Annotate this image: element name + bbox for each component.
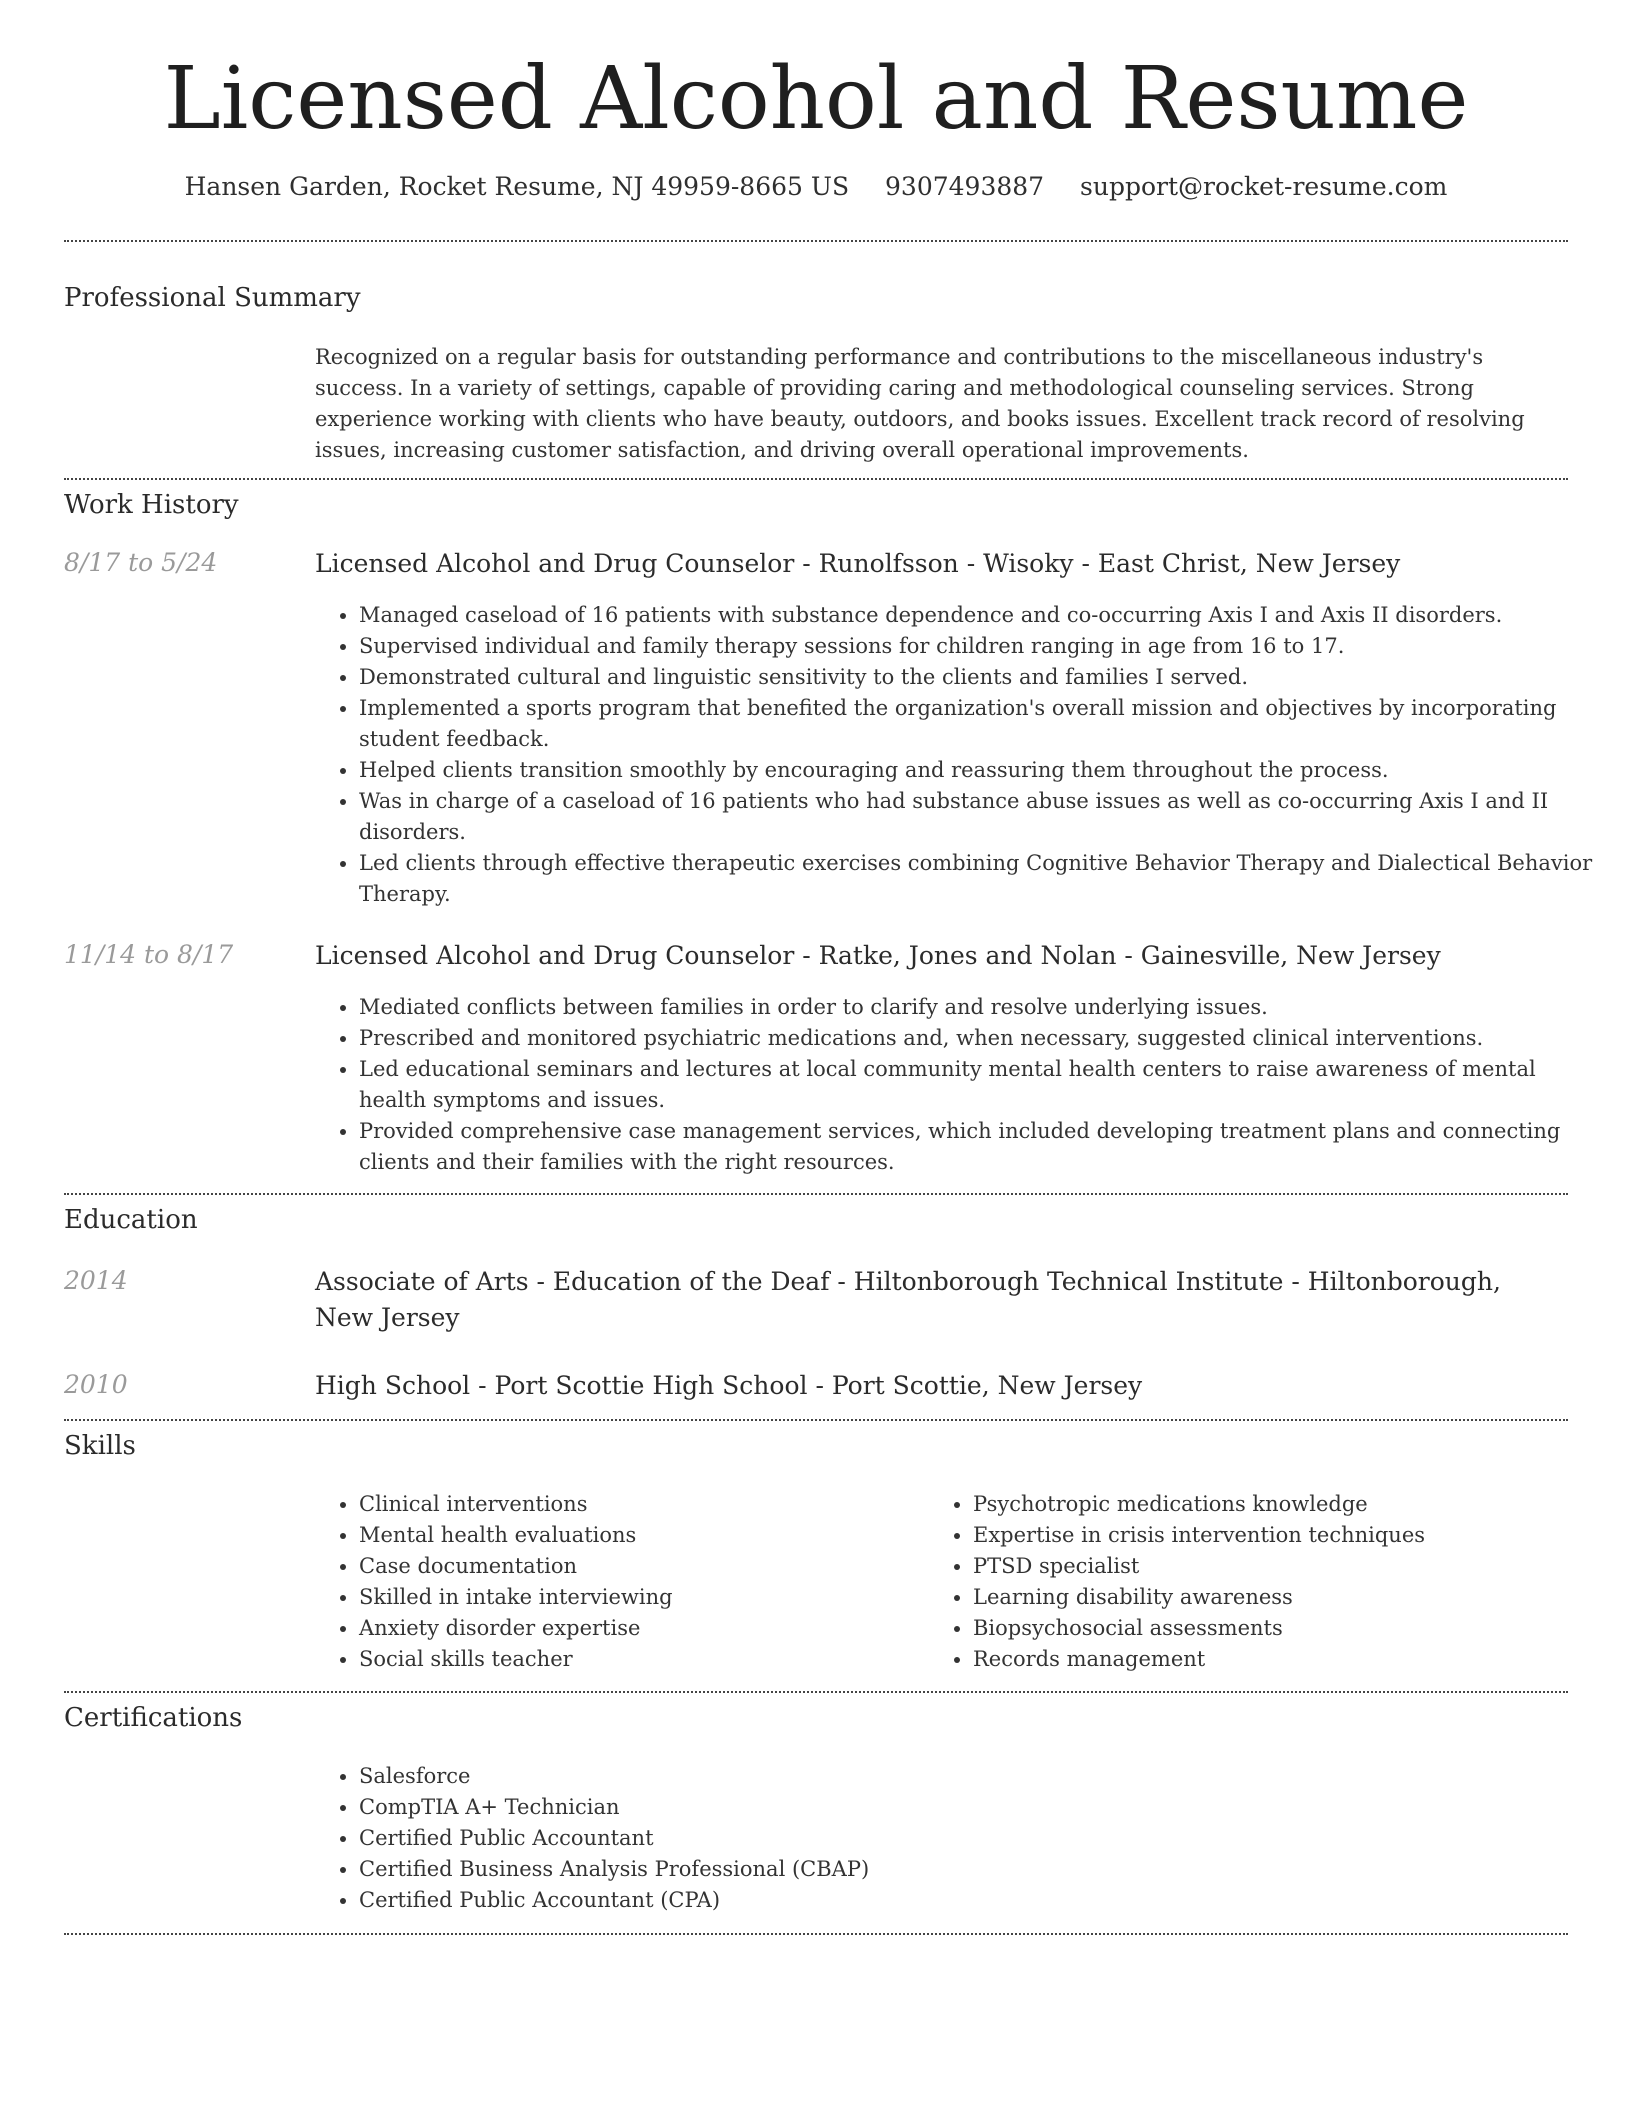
list-item: • Mediated conflicts between families in order to clarify and resolve underlying issues. [359, 992, 1609, 1023]
job-title: Licensed Alcohol and Drug Counselor - Runolfsson - Wisoky - East Christ, New Jersey [315, 549, 1401, 578]
education-heading: Education [64, 1205, 198, 1235]
summary-text: Recognized on a regular basis for outstanding performance and contributions to the miscellaneous industry's success. In a variety of settings, capable of providing caring and methodological counseling services. Strong experience working with clients who have beauty, outdoors, and books issues. Excellent track record of resolving issues, increasing customer satisfaction, and driving overall operational improvements. [315, 345, 1525, 462]
summary-heading: Professional Summary [64, 283, 361, 313]
job-title: Licensed Alcohol and Drug Counselor - Ratke, Jones and Nolan - Gainesville, New Jersey [315, 941, 1441, 970]
divider [64, 1193, 1568, 1195]
certifications-list [315, 1761, 1609, 1916]
list-item: • Biopsychosocial assessments [973, 1613, 1603, 1644]
resume-name: Licensed Alcohol and Resume [163, 49, 1469, 149]
list-item: • Certified Business Analysis Professional (CBAP) [359, 1854, 1609, 1885]
list-item: • Skilled in intake interviewing [359, 1582, 929, 1613]
list-item: • CompTIA A+ Technician [359, 1792, 1609, 1823]
list-item: • Psychotropic medications knowledge [973, 1489, 1603, 1520]
list-item: • Supervised individual and family therapy sessions for children ranging in age from 16 to 17. [359, 631, 1609, 662]
certifications-heading: Certifications [64, 1703, 243, 1733]
education-year: 2014 [64, 1266, 128, 1295]
work-history-heading: Work History [64, 490, 239, 520]
skills-heading: Skills [64, 1431, 136, 1461]
education-entry: Associate of Arts - Education of the Deaf - Hiltonborough Technical Institute - Hiltonborough, New Jersey [315, 1267, 1501, 1332]
list-item: • Demonstrated cultural and linguistic sensitivity to the clients and families I served. [359, 662, 1609, 693]
list-item: • Certified Public Accountant (CPA) [359, 1885, 1609, 1916]
list-item: • Helped clients transition smoothly by encouraging and reassuring them throughout the process. [359, 755, 1609, 786]
list-item: • Salesforce [359, 1761, 1609, 1792]
divider [64, 1419, 1568, 1421]
list-item: • Case documentation [359, 1551, 929, 1582]
list-item: • Prescribed and monitored psychiatric medications and, when necessary, suggested clinical interventions. [359, 1023, 1609, 1054]
education-entry: High School - Port Scottie High School - Port Scottie, New Jersey [315, 1371, 1143, 1400]
list-item: • Learning disability awareness [973, 1582, 1603, 1613]
list-item: • Social skills teacher [359, 1644, 929, 1675]
list-item: • Managed caseload of 16 patients with substance dependence and co-occurring Axis I and Axis II disorders. [359, 600, 1609, 631]
list-item: • Implemented a sports program that benefited the organization's overall mission and objectives by incorporating student feedback. [359, 693, 1609, 755]
job-duties-list [315, 600, 1609, 910]
divider [64, 1933, 1568, 1935]
list-item: • Certified Public Accountant [359, 1823, 1609, 1854]
list-item: • Was in charge of a caseload of 16 patients who had substance abuse issues as well as co-occurring Axis I and II disorders. [359, 786, 1609, 848]
list-item: • Mental health evaluations [359, 1520, 929, 1551]
job-dates: 11/14 to 8/17 [64, 940, 234, 969]
divider [64, 1691, 1568, 1693]
list-item: • PTSD specialist [973, 1551, 1603, 1582]
education-year: 2010 [64, 1370, 128, 1399]
contact-line [0, 172, 1632, 201]
skills-list-right [929, 1489, 1603, 1675]
list-item: • Led clients through effective therapeutic exercises combining Cognitive Behavior Therapy and Dialectical Behavior Therapy. [359, 848, 1609, 910]
list-item: • Records management [973, 1644, 1603, 1675]
contact-address: Hansen Garden, Rocket Resume, NJ 49959-8665 US [184, 172, 850, 201]
list-item: • Provided comprehensive case management services, which included developing treatment plans and connecting clients and their families with the right resources. [359, 1116, 1609, 1178]
divider [64, 240, 1568, 242]
skills-list-left [315, 1489, 929, 1675]
job-duties-list [315, 992, 1609, 1178]
list-item: • Expertise in crisis intervention techniques [973, 1520, 1603, 1551]
contact-email: support@rocket-resume.com [1080, 172, 1448, 201]
list-item: • Clinical interventions [359, 1489, 929, 1520]
list-item: • Anxiety disorder expertise [359, 1613, 929, 1644]
contact-phone: 9307493887 [885, 172, 1045, 201]
job-dates: 8/17 to 5/24 [64, 548, 218, 577]
divider [64, 478, 1568, 480]
list-item: • Led educational seminars and lectures at local community mental health centers to raise awareness of mental health symptoms and issues. [359, 1054, 1609, 1116]
